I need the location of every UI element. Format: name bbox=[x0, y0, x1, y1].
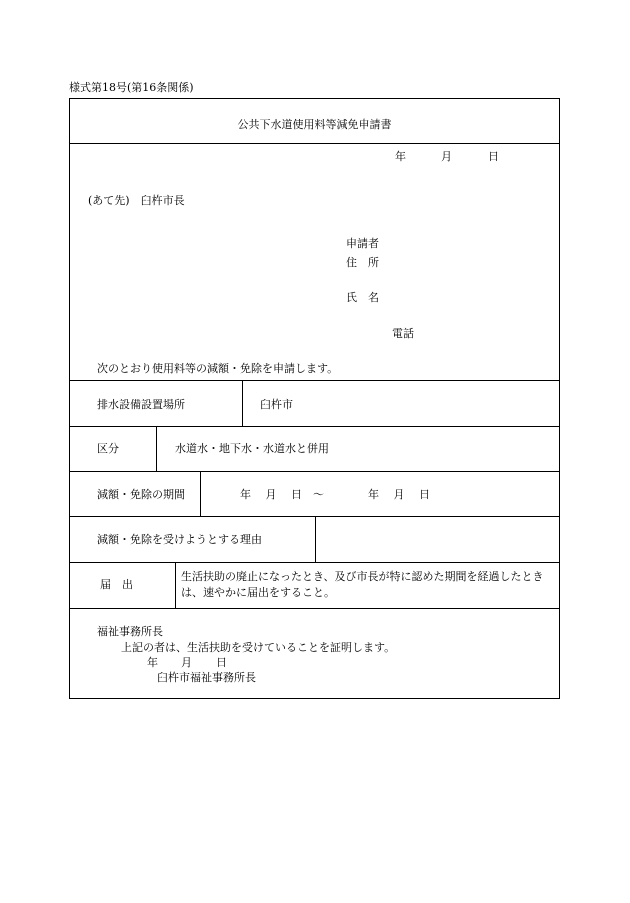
notice-label: 届 出 bbox=[100, 578, 133, 591]
cell-divider bbox=[200, 471, 201, 516]
divider bbox=[70, 608, 559, 609]
cell-divider bbox=[175, 562, 176, 608]
category-value: 水道水・地下水・水道水と併用 bbox=[175, 442, 329, 455]
date-year: 年 bbox=[395, 150, 406, 163]
category-label: 区分 bbox=[97, 442, 119, 455]
certification-day: 日 bbox=[216, 656, 227, 669]
date-day: 日 bbox=[488, 150, 499, 163]
applicant-label: 申請者 bbox=[346, 237, 379, 250]
certification-heading: 福祉事務所長 bbox=[97, 625, 163, 638]
form-number: 様式第18号(第16条関係) bbox=[69, 81, 194, 94]
divider bbox=[70, 471, 559, 472]
divider bbox=[70, 380, 559, 381]
date-month: 月 bbox=[441, 150, 452, 163]
divider bbox=[70, 426, 559, 427]
intro-text: 次のとおり使用料等の減額・免除を申請します。 bbox=[97, 362, 339, 375]
addressee: (あて先) 臼杵市長 bbox=[88, 194, 185, 207]
phone-label: 電話 bbox=[392, 327, 414, 340]
certification-statement: 上記の者は、生活扶助を受けていることを証明します。 bbox=[121, 641, 396, 654]
location-label: 排水設備設置場所 bbox=[97, 398, 185, 411]
cell-divider bbox=[315, 516, 316, 562]
period-label: 減額・免除の期間 bbox=[97, 488, 185, 501]
address-label: 住 所 bbox=[346, 256, 379, 269]
notice-text: 生活扶助の廃止になったとき、及び市長が特に認めた期間を経過したときは、速やかに届出をすること。 bbox=[181, 570, 544, 599]
reason-label: 減額・免除を受けようとする理由 bbox=[97, 533, 262, 546]
form-title: 公共下水道使用料等減免申請書 bbox=[237, 118, 392, 131]
cell-divider bbox=[156, 426, 157, 471]
certification-month: 月 bbox=[181, 656, 192, 669]
application-form bbox=[69, 98, 560, 699]
name-label: 氏 名 bbox=[346, 291, 379, 304]
period-value: 年 月 日 ～ 年 月 日 bbox=[240, 488, 430, 501]
divider bbox=[70, 143, 559, 144]
certification-issuer: 臼杵市福祉事務所長 bbox=[157, 671, 256, 684]
cell-divider bbox=[242, 380, 243, 426]
divider bbox=[70, 562, 559, 563]
location-value: 臼杵市 bbox=[260, 398, 293, 411]
certification-year: 年 bbox=[147, 656, 158, 669]
